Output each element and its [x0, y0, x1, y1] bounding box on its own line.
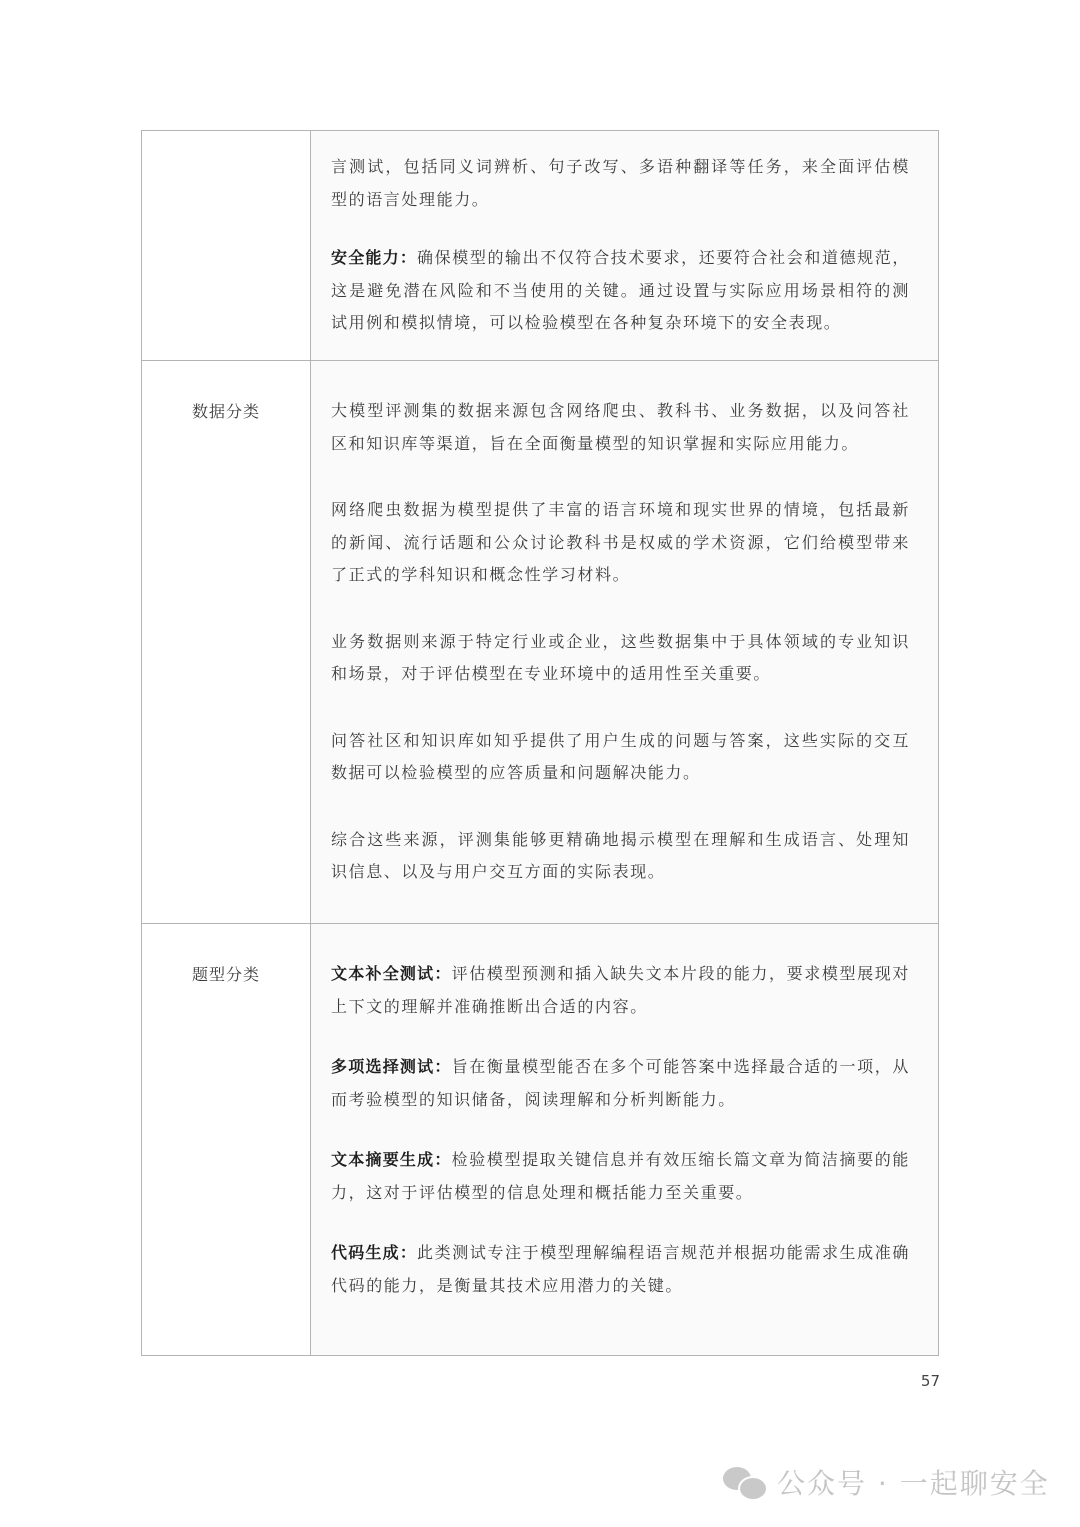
paragraph: [331, 958, 910, 1023]
paragraph: [331, 395, 910, 460]
paragraph-text: 网络爬虫数据为模型提供了丰富的语言环境和现实世界的情境，包括最新的新闻、流行话题和公众讨论教科书是权威的学术资源，它们给模型带来了正式的学科知识和概念性学习材料。: [331, 500, 910, 584]
paragraph-heading: 代码生成：: [331, 1243, 418, 1262]
paragraph-heading: 安全能力：: [331, 248, 418, 267]
paragraph: [331, 1237, 910, 1302]
table-row: [142, 131, 938, 360]
row-label: [142, 131, 311, 360]
table-row: [142, 923, 938, 1355]
paragraph: [331, 1144, 910, 1209]
paragraph-text: 检验模型提取关键信息并有效压缩长篇文章为简洁摘要的能力，这对于评估模型的信息处理和概括能力至关重要。: [331, 1150, 910, 1202]
row-content: [311, 924, 938, 1355]
paragraph-text: 问答社区和知识库如知乎提供了用户生成的问题与答案，这些实际的交互数据可以检验模型的应答质量和问题解决能力。: [331, 730, 910, 782]
watermark: [723, 1462, 1050, 1502]
paragraph: [331, 824, 910, 889]
paragraph-text: 综合这些来源，评测集能够更精确地揭示模型在理解和生成语言、处理知识信息、以及与用户交互方面的实际表现。: [331, 829, 910, 881]
paragraph-text: 言测试，包括同义词辨析、句子改写、多语种翻译等任务，来全面评估模型的语言处理能力。: [331, 157, 910, 209]
paragraph: [331, 1051, 910, 1116]
paragraph-text: 旨在衡量模型能否在多个可能答案中选择最合适的一项，从而考验模型的知识储备，阅读理解和分析判断能力。: [331, 1057, 910, 1109]
paragraph-text: 评估模型预测和插入缺失文本片段的能力，要求模型展现对上下文的理解并准确推断出合适的内容。: [331, 964, 910, 1016]
wechat-icon: [723, 1465, 767, 1499]
row-label: 题型分类: [142, 924, 311, 1355]
paragraph: [331, 626, 910, 691]
watermark-text: 公众号 · 一起聊安全: [777, 1467, 1050, 1500]
paragraph-text: 大模型评测集的数据来源包含网络爬虫、教科书、业务数据，以及问答社区和知识库等渠道，旨在全面衡量模型的知识掌握和实际应用能力。: [331, 401, 910, 453]
paragraph-heading: 文本补全测试：: [331, 964, 452, 983]
table-row: [142, 360, 938, 923]
paragraph-heading: 文本摘要生成：: [331, 1150, 452, 1169]
paragraph-text: 业务数据则来源于特定行业或企业，这些数据集中于具体领域的专业知识和场景，对于评估模型在专业环境中的适用性至关重要。: [331, 631, 910, 683]
row-content: [311, 361, 938, 923]
paragraph: [331, 725, 910, 790]
page-number: 57: [920, 1372, 940, 1390]
content-table: [141, 130, 939, 1356]
paragraph: [331, 151, 910, 216]
row-label: 数据分类: [142, 361, 311, 923]
row-content: [311, 131, 938, 360]
paragraph-text: 确保模型的输出不仅符合技术要求，还要符合社会和道德规范，这是避免潜在风险和不当使用的关键。通过设置与实际应用场景相符的测试用例和模拟情境，可以检验模型在各种复杂环境下的安全表现。: [331, 248, 910, 332]
paragraph: [331, 494, 910, 592]
paragraph-heading: 多项选择测试：: [331, 1057, 452, 1076]
paragraph: [331, 242, 910, 340]
paragraph-text: 此类测试专注于模型理解编程语言规范并根据功能需求生成准确代码的能力，是衡量其技术应用潜力的关键。: [331, 1243, 910, 1295]
